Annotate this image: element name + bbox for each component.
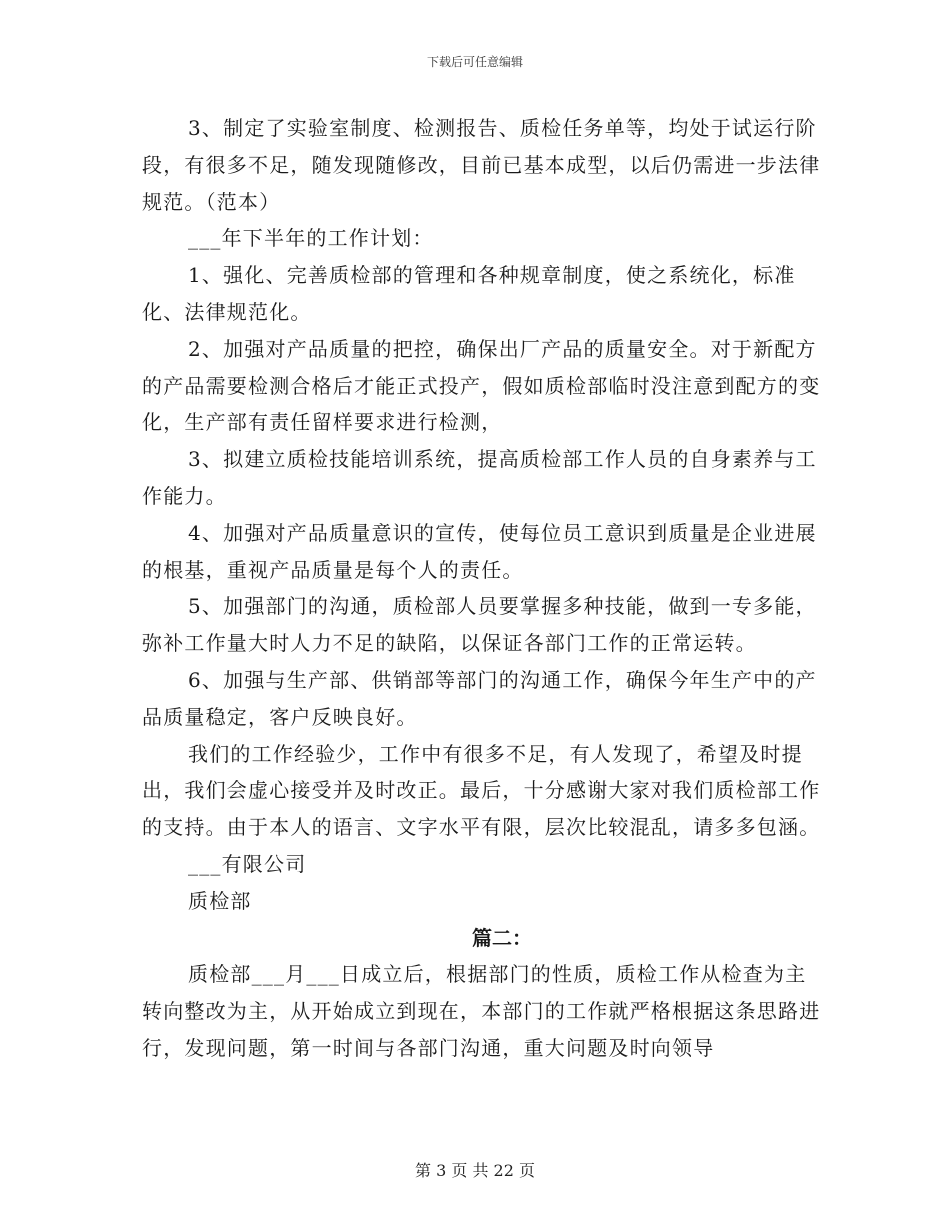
paragraph-section-two: 质检部___月___日成立后，根据部门的性质，质检工作从检查为主转向整改为主，从开始成立到现在，本部门的工作就严格根据这条思路进行，发现问题，第一时间与各部门沟通，重大问题及时向领导 (142, 962, 821, 1060)
signature-department: 质检部 (188, 888, 252, 913)
page-header: 下载后可任意编辑 (426, 55, 523, 69)
paragraph-plan-item-5: 5、加强部门的沟通，质检部人员要掌握多种技能，做到一专多能，弥补工作量大时人力不足的缺陷，以保证各部门工作的正常运转。 (142, 594, 817, 656)
section-heading: 篇二： (472, 925, 532, 950)
signature-company: ___有限公司 (188, 851, 307, 876)
paragraph-plan-item-1: 1、强化、完善质检部的管理和各种规章制度，使之系统化，标准化、法律规范化。 (142, 263, 796, 324)
paragraph-closing: 我们的工作经验少，工作中有很多不足，有人发现了，希望及时提出，我们会虚心接受并及时改正。最后，十分感谢大家对我们质检部工作的支持。由于本人的语言、文字水平有限，层次比较混乱，请多多包涵。 (142, 741, 821, 840)
paragraph-plan-item-6: 6、加强与生产部、供销部等部门的沟通工作，确保今年生产中的产品质量稳定，客户反映良好。 (142, 667, 817, 729)
page-footer: 第 3 页 共 22 页 (415, 1161, 535, 1180)
paragraph-plan-item-3: 3、拟建立质检技能培训系统，提高质检部工作人员的自身素养与工作能力。 (142, 447, 817, 508)
paragraph-lab-system: 3、制定了实验室制度、检测报告、质检任务单等，均处于试运行阶段，有很多不足，随发现随修改，目前已基本成型，以后仍需进一步法律规范。（范本） (142, 116, 821, 214)
paragraph-plan-item-4: 4、加强对产品质量意识的宣传，使每位员工意识到质量是企业进展的根基，重视产品质量是每个人的责任。 (142, 520, 817, 582)
document-body (142, 110, 822, 1067)
paragraph-plan-title: ___年下半年的工作计划： (188, 226, 434, 251)
paragraph-plan-item-2: 2、加强对产品质量的把控，确保出厂产品的质量安全。对于新配方的产品需要检测合格后才能正式投产，假如质检部临时没注意到配方的变化，生产部有责任留样要求进行检测， (142, 336, 821, 435)
